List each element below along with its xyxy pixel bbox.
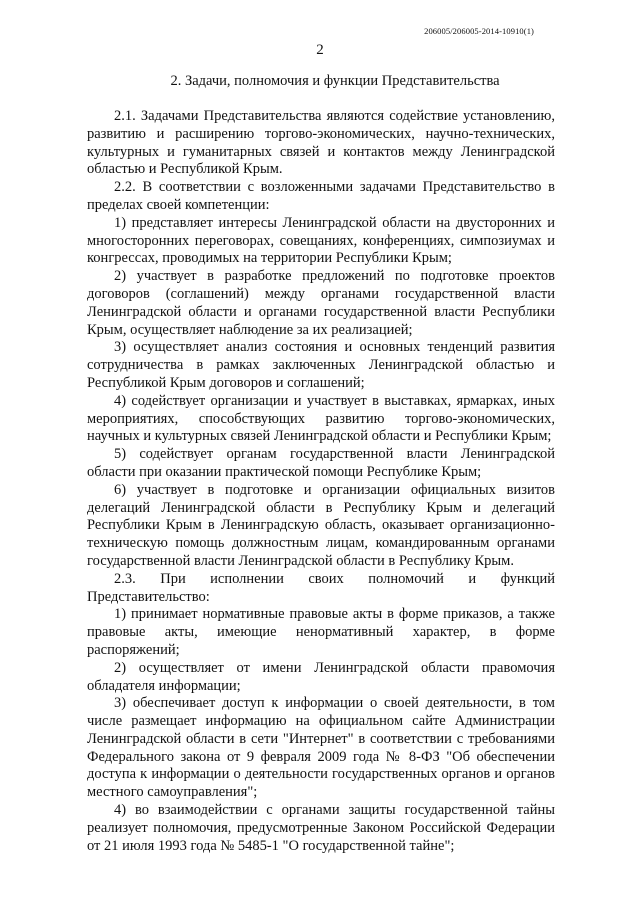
list-item-2-2-6: 6) участвует в подготовке и организации официальных визитов делегаций Ленинградской области в Республику Крым и делегаций Республики Крым в Ленинградскую область, оказывает организационно-техническую помощь должностным лицам, командированным органами государственной власти Ленинградской области в Республику Крым. (87, 481, 555, 569)
section-title: 2. Задачи, полномочия и функции Представительства (170, 73, 500, 89)
document-body (87, 108, 555, 855)
paragraph-2-1: 2.1. Задачами Представительства являются содействие установлению, развитию и расширению торгово-экономических, научно-технических, культурных и гуманитарных связей и контактов между Ленинградской областью и Республикой Крым. (87, 108, 555, 178)
list-item-2-3-2: 2) осуществляет от имени Ленинградской области правомочия обладателя информации; (87, 659, 555, 694)
list-item-2-2-4: 4) содействует организации и участвует в выставках, ярмарках, иных мероприятиях, способствующих развитию торгово-экономических, научных и культурных связей Ленинградской области и Республики Крым; (87, 392, 555, 445)
paragraph-2-2: 2.2. В соответствии с возложенными задачами Представительство в пределах своей компетенции: (87, 179, 555, 213)
page-number: 2 (316, 42, 324, 58)
list-item-2-2-5: 5) содействует органам государственной власти Ленинградской области при оказании практической помощи Республике Крым; (87, 446, 555, 480)
list-item-2-3-1: 1) принимает нормативные правовые акты в форме приказов, а также правовые акты, имеющие ненормативный характер, в форме распоряжений; (87, 606, 555, 658)
document-id: 206005/206005-2014-10910(1) (424, 26, 534, 36)
list-item-2-3-4: 4) во взаимодействии с органами защиты государственной тайны реализует полномочия, предусмотренные Законом Российской Федерации от 21 июля 1993 года № 5485-1 "О государственной тайне"; (87, 802, 555, 854)
list-item-2-2-2: 2) участвует в разработке предложений по подготовке проектов договоров (соглашений) между органами государственной власти Ленинградской области и органами государственной власти Республики Крым, осуществляет наблюдение за их реализацией; (87, 268, 555, 338)
list-item-2-2-3: 3) осуществляет анализ состояния и основных тенденций развития сотрудничества в рамках заключенных Ленинградской областью и Республикой Крым договоров и соглашений; (87, 339, 555, 391)
list-item-2-2-1: 1) представляет интересы Ленинградской области на двусторонних и многосторонних переговорах, совещаниях, конференциях, симпозиумах и конгрессах, проводимых на территории Республики Крым; (87, 214, 555, 267)
paragraph-2-3: 2.3. При исполнении своих полномочий и функций Представительство: (87, 570, 555, 605)
list-item-2-3-3: 3) обеспечивает доступ к информации о своей деятельности, в том числе размещает информацию на официальном сайте Администрации Ленинградской области в сети "Интернет" в соответствии с требованиями Федерального закона от 9 февраля 2009 года № 8-ФЗ "Об обеспечении доступа к информации о деятельности государственных органов и органов местного самоуправления"; (87, 695, 555, 801)
